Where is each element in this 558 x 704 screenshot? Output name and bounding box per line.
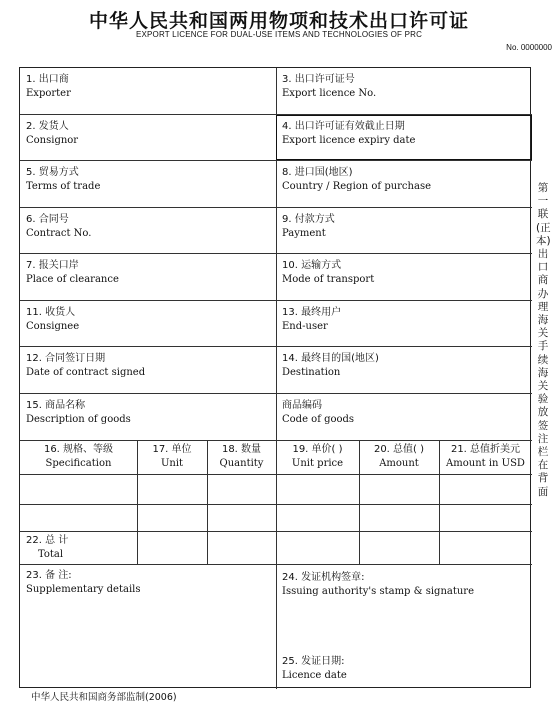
column-header-unit: 17. 单位 Unit xyxy=(152,444,192,469)
licence-form xyxy=(19,67,531,688)
supplementary-details-field: 23. 备 注: Supplementary details xyxy=(26,570,141,595)
contract-no-field: 6. 合同号 Contract No. xyxy=(26,214,92,239)
terms-of-trade-field: 5. 贸易方式 Terms of trade xyxy=(26,167,101,192)
copy-side-note: 第一联(正本)出口商办理海关手续 海关验放签注栏在背面 xyxy=(536,182,551,498)
licence-no-field: 3. 出口许可证号 Export licence No. xyxy=(282,74,377,99)
exporter-field: 1. 出口商 Exporter xyxy=(26,74,71,99)
destination-field: 14. 最终目的国(地区) Destination xyxy=(282,353,379,378)
column-header-unit-price: 19. 单价( ) Unit price xyxy=(291,444,344,469)
column-header-quantity: 18. 数量 Quantity xyxy=(219,444,264,469)
consignee-field: 11. 收货人 Consignee xyxy=(26,307,80,332)
expiry-date-field: 4. 出口许可证有效截止日期 Export licence expiry date xyxy=(282,121,416,146)
code-of-goods-field: 商品编码 Code of goods xyxy=(282,400,355,425)
place-of-clearance-field: 7. 报关口岸 Place of clearance xyxy=(26,260,119,285)
licence-number: No. 0000000 xyxy=(506,43,552,52)
form-title: 中华人民共和国两用物项和技术出口许可证 xyxy=(88,10,469,32)
total-row-label: 22. 总 计 Total xyxy=(26,535,69,560)
payment-field: 9. 付款方式 Payment xyxy=(282,214,335,239)
description-of-goods-field: 15. 商品名称 Description of goods xyxy=(26,400,131,425)
contract-date-field: 12. 合同签订日期 Date of contract signed xyxy=(26,353,146,378)
column-header-amount: 20. 总值( ) Amount xyxy=(373,444,425,469)
consignor-field: 2. 发货人 Consignor xyxy=(26,121,79,146)
form-footer: 中华人民共和国商务部监制(2006) xyxy=(31,692,177,703)
mode-of-transport-field: 10. 运输方式 Mode of transport xyxy=(282,260,375,285)
country-field: 8. 进口国(地区) Country / Region of purchase xyxy=(282,167,431,192)
licence-date-field: 25. 发证日期: Licence date xyxy=(282,656,347,681)
end-user-field: 13. 最终用户 End-user xyxy=(282,307,342,332)
column-header-specification: 16. 规格、等级 Specification xyxy=(43,444,114,469)
column-header-amount-usd: 21. 总值折美元 Amount in USD xyxy=(446,444,525,469)
issuing-authority-field: 24. 发证机构签章: Issuing authority's stamp & signature xyxy=(282,572,475,597)
form-subtitle: EXPORT LICENCE FOR DUAL-USE ITEMS AND TECHNOLOGIES OF PRC xyxy=(135,30,423,39)
